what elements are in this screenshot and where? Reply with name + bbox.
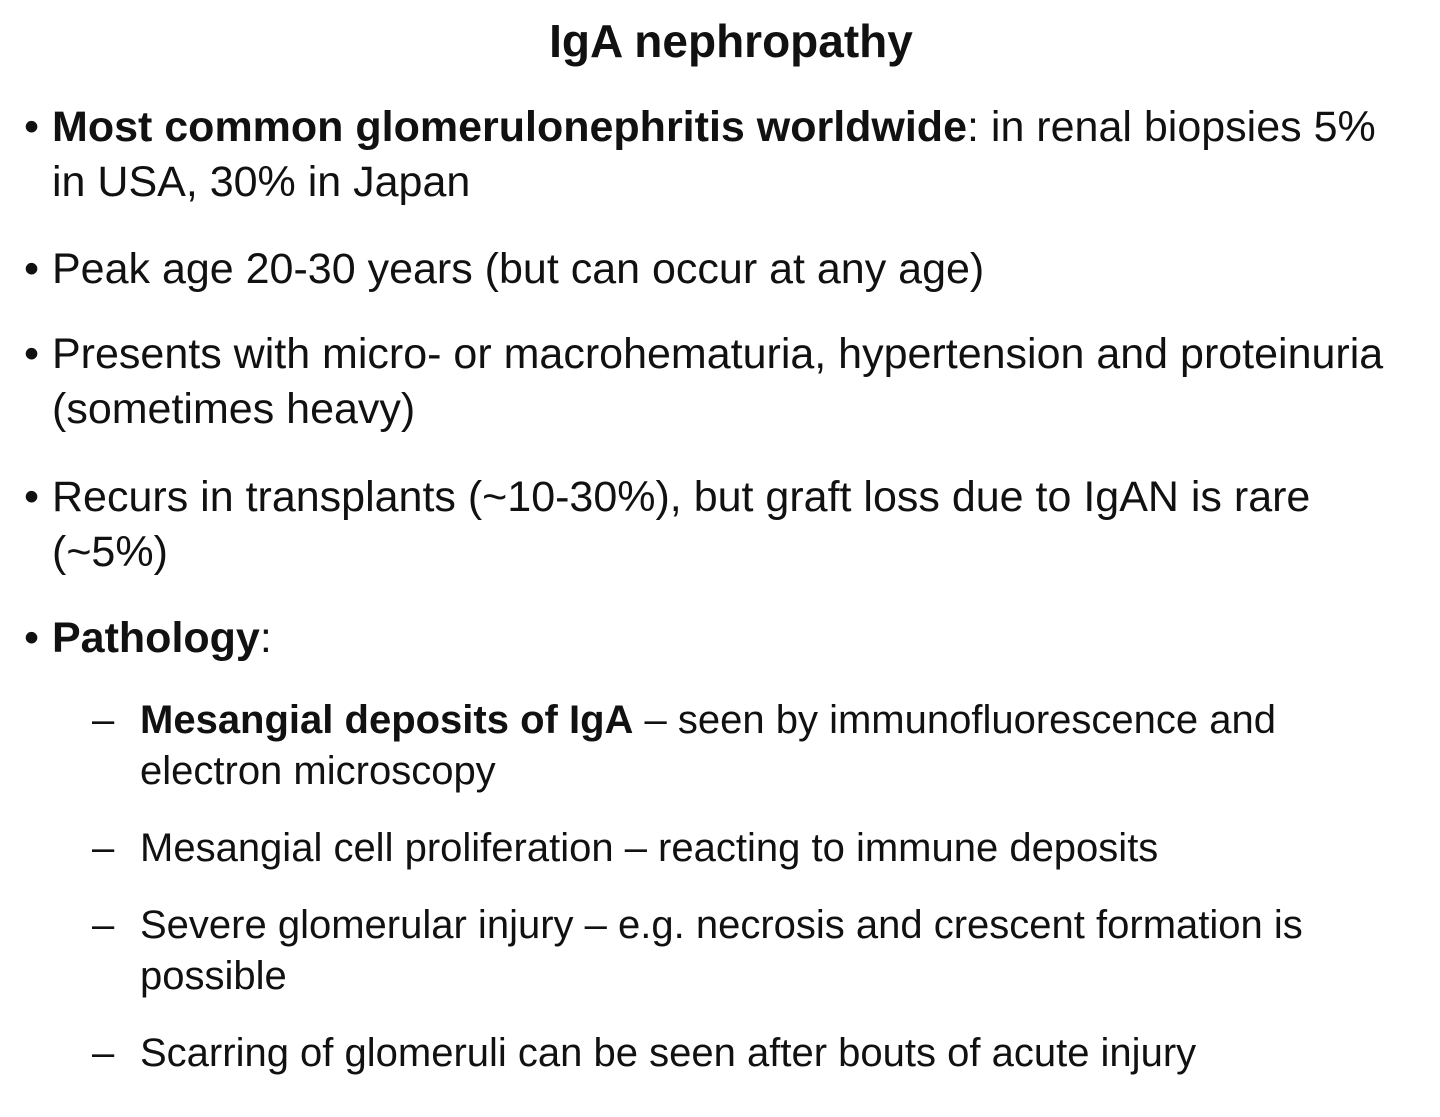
- sub-bullet-text: Scarring of glomeruli can be seen after bouts of acute injury: [140, 1031, 1197, 1075]
- sub-bullet-item: [92, 823, 1422, 874]
- dash-marker: –: [92, 903, 115, 947]
- bullet-item: [24, 327, 1414, 437]
- sub-bullet-item: [92, 900, 1422, 1002]
- slide-title: IgA nephropathy: [549, 15, 913, 67]
- bullet-text: Peak age 20-30 years (but can occur at any age): [52, 245, 985, 293]
- sub-bullet-text: Mesangial cell proliferation – reacting to immune deposits: [140, 826, 1159, 870]
- sub-bullet-bold-text: Mesangial deposits of IgA: [140, 698, 634, 742]
- bullet-text: Presents with micro- or macrohematuria, hypertension and proteinuria (sometimes heavy): [52, 330, 1384, 433]
- sub-bullet-text: Severe glomerular injury – e.g. necrosis and crescent formation is possible: [140, 903, 1303, 998]
- bullet-bold-text: Pathology: [52, 614, 260, 662]
- sub-bullet-text: – seen by immunofluorescence and electron microscopy: [140, 698, 1277, 793]
- bullet-marker: •: [24, 103, 40, 151]
- bullet-bold-text: Most common glomerulonephritis worldwide: [52, 103, 967, 151]
- dash-marker: –: [92, 826, 115, 870]
- bullet-marker: •: [24, 614, 40, 662]
- bullet-item: [24, 611, 1414, 666]
- bullet-text: :: [259, 614, 272, 662]
- bullet-item: [24, 100, 1414, 210]
- bullet-marker: •: [24, 330, 40, 378]
- bullet-text: : in renal biopsies 5% in USA, 30% in Japan: [52, 103, 1376, 206]
- bullet-marker: •: [24, 473, 40, 521]
- bullet-item: [24, 242, 1414, 297]
- dash-marker: –: [92, 1031, 115, 1075]
- sub-bullet-item: [92, 1028, 1422, 1079]
- sub-bullet-item: [92, 695, 1422, 797]
- bullet-text: Recurs in transplants (~10-30%), but graft loss due to IgAN is rare (~5%): [52, 473, 1311, 576]
- bullet-marker: •: [24, 245, 40, 293]
- dash-marker: –: [92, 698, 115, 742]
- bullet-item: [24, 470, 1414, 580]
